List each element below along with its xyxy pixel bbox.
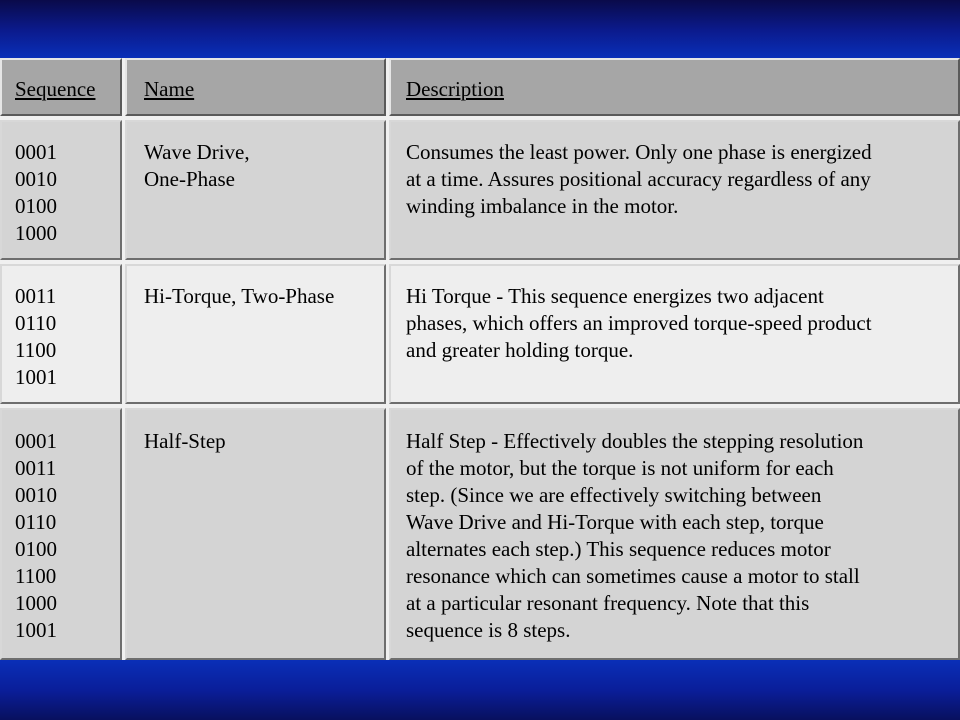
sequence-code: 0001 bbox=[15, 429, 57, 453]
header-description-cell bbox=[389, 58, 960, 116]
sequence-code: 0100 bbox=[15, 194, 57, 218]
sequence-code: 1100 bbox=[15, 338, 57, 362]
table-row bbox=[0, 264, 960, 404]
description-line: resonance which can sometimes cause a motor to stall bbox=[406, 564, 860, 588]
sequence-code: 1000 bbox=[15, 221, 57, 245]
name-cell bbox=[125, 408, 386, 660]
description-line: sequence is 8 steps. bbox=[406, 618, 571, 642]
table-row bbox=[0, 120, 960, 260]
description-line: Wave Drive and Hi-Torque with each step, torque bbox=[406, 510, 824, 534]
name-cell bbox=[125, 264, 386, 404]
sequence-cell bbox=[0, 120, 122, 260]
description-line: winding imbalance in the motor. bbox=[406, 194, 679, 218]
table-header-row bbox=[0, 58, 960, 116]
description-cell bbox=[389, 408, 960, 660]
description-line: at a particular resonant frequency. Note that this bbox=[406, 591, 810, 615]
sequence-code: 1000 bbox=[15, 591, 57, 615]
mode-name: One-Phase bbox=[144, 167, 235, 191]
header-description: Description bbox=[406, 77, 504, 101]
sequence-code: 1100 bbox=[15, 564, 57, 588]
header-name-cell bbox=[125, 58, 386, 116]
description-line: phases, which offers an improved torque-speed product bbox=[406, 311, 872, 335]
description-line: step. (Since we are effectively switching between bbox=[406, 483, 822, 507]
sequence-code: 0010 bbox=[15, 483, 57, 507]
header-sequence: Sequence bbox=[15, 77, 96, 101]
sequence-code: 1001 bbox=[15, 365, 57, 389]
description-line: and greater holding torque. bbox=[406, 338, 634, 362]
sequence-code: 0110 bbox=[15, 510, 57, 534]
header-sequence-cell bbox=[0, 58, 122, 116]
sequence-code: 0001 bbox=[15, 140, 57, 164]
mode-name: Wave Drive, bbox=[144, 140, 250, 164]
description-line: Hi Torque - This sequence energizes two adjacent bbox=[406, 284, 824, 308]
sequence-code: 1001 bbox=[15, 618, 57, 642]
header-name: Name bbox=[144, 77, 195, 101]
sequence-cell bbox=[0, 264, 122, 404]
description-line: of the motor, but the torque is not uniform for each bbox=[406, 456, 834, 480]
mode-name: Hi-Torque, Two-Phase bbox=[144, 284, 335, 308]
description-line: alternates each step.) This sequence reduces motor bbox=[406, 537, 831, 561]
description-cell bbox=[389, 264, 960, 404]
name-cell bbox=[125, 120, 386, 260]
stepping-sequence-table bbox=[0, 58, 960, 660]
description-line: Half Step - Effectively doubles the stepping resolution bbox=[406, 429, 864, 453]
description-line: at a time. Assures positional accuracy regardless of any bbox=[406, 167, 871, 191]
table-row bbox=[0, 408, 960, 660]
mode-name: Half-Step bbox=[144, 429, 226, 453]
sequence-code: 0110 bbox=[15, 311, 57, 335]
description-cell bbox=[389, 120, 960, 260]
description-line: Consumes the least power. Only one phase is energized bbox=[406, 140, 872, 164]
sequence-cell bbox=[0, 408, 122, 660]
sequence-code: 0100 bbox=[15, 537, 57, 561]
sequence-code: 0011 bbox=[15, 284, 57, 308]
sequence-code: 0011 bbox=[15, 456, 57, 480]
sequence-code: 0010 bbox=[15, 167, 57, 191]
